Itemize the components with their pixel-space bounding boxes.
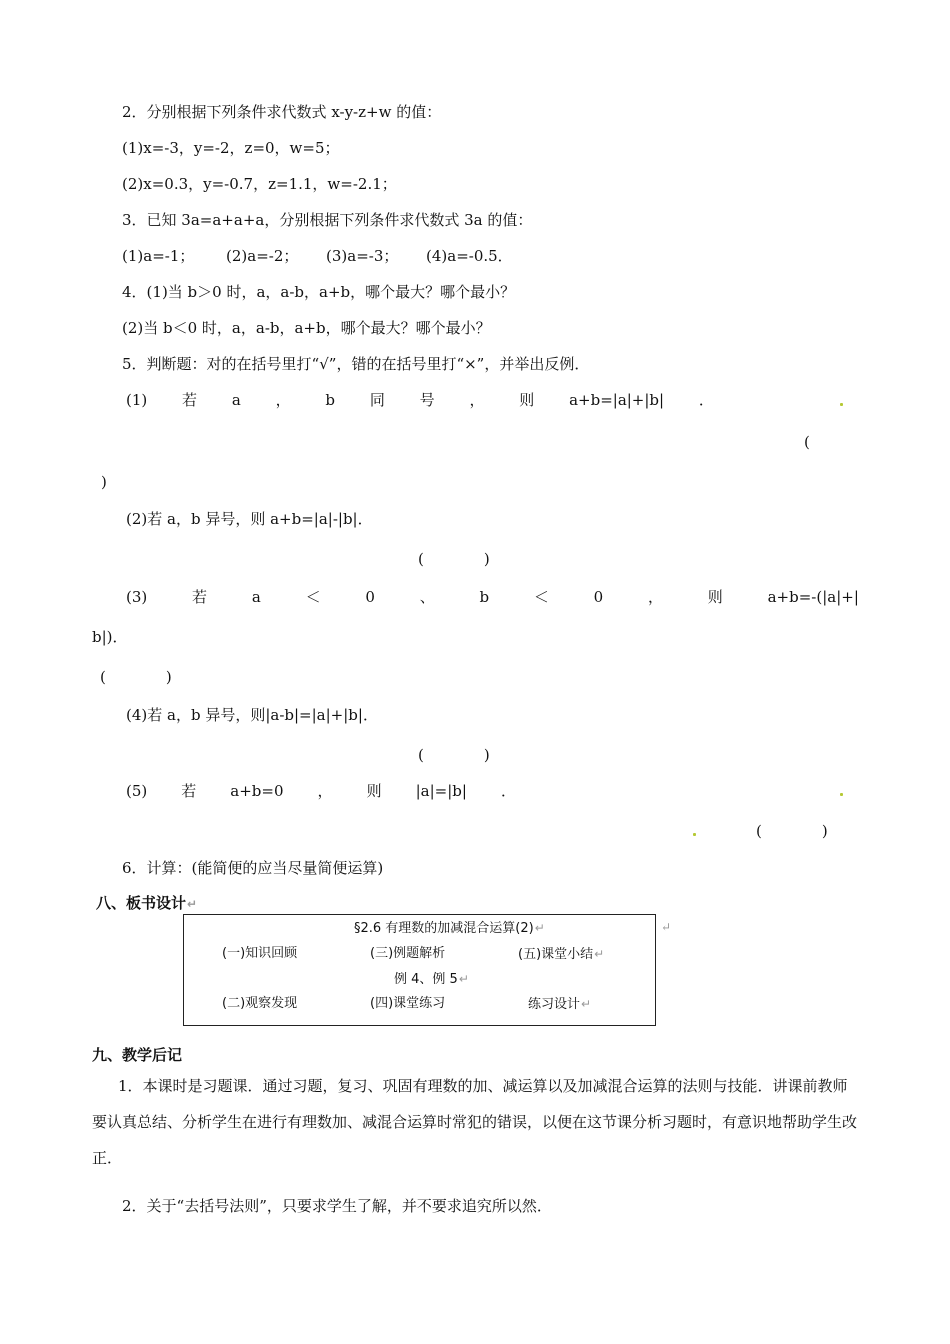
answer-paren-open-1: ( [804,433,810,451]
q5-title: 5．判断题：对的在括号里打“√”，错的在括号里打“×”，并举出反例． [122,355,590,373]
section-8-heading: 八、板书设计↵ [96,894,198,912]
q6-title: 6．计算：(能简便的应当尽量简便运算) [122,859,384,877]
answer-paren-5: ( ) [756,822,828,840]
answer-paren-4: ( ) [418,746,490,764]
paragraph-return-icon: ↵ [458,972,469,986]
q3-case-3: (3)a=-3； [326,247,399,265]
q5-statement-4: (4)若 a，b 异号，则|a-b|=|a|+|b|． [126,706,378,724]
paragraph-return-icon: ↵ [187,897,198,911]
note-paragraph-1: 1．本课时是习题课．通过习题，复习、巩固有理数的加、减运算以及加减混合运算的法则与技能．讲课前教师要认真总结、分析学生在进行有理数加、减混合运算时常犯的错误，以便在这节课分析习题时，有意识地帮助学生改正． [92,1077,858,1167]
q5-statement-3-tail: b|)． [92,628,128,646]
q3-case-4: (4)a=-0.5． [426,247,513,265]
board-cell-observation: (二)观察发现 [222,996,298,1011]
q4-part-2: (2)当 b＜0 时，a，a-b，a+b，哪个最大？哪个最小？ [122,319,491,337]
q2-case-2: (2)x=0.3，y=-0.7，z=1.1，w=-2.1； [122,175,397,193]
q3-case-2: (2)a=-2； [226,247,299,265]
paragraph-return-icon: ↵ [581,997,592,1011]
q3-case-1: (1)a=-1； [122,247,195,265]
paragraph-return-icon: ↵ [661,920,672,934]
note-paragraph-2: 2．关于“去括号法则”，只要求学生了解，并不要求追究所以然． [122,1197,552,1215]
marker-dot [693,833,696,836]
marker-dot [840,793,843,796]
q4-part-1: 4．(1)当 b＞0 时，a，a-b，a+b，哪个最大？哪个最小？ [122,283,516,301]
q5-statement-3: (3) 若 a ＜ 0 、 b ＜ 0 ， 则 a+b=-(|a|+| [126,588,859,606]
board-cell-summary: (五)课堂小结↵ [518,947,605,962]
q2-title: 2．分别根据下列条件求代数式 x-y-z+w 的值： [122,103,442,121]
board-cell-examples: 例 4、例 5↵ [394,972,469,987]
section-9-heading: 九、教学后记 [92,1046,183,1064]
answer-paren-close-1: ) [101,473,107,491]
answer-paren-2: ( ) [418,550,490,568]
marker-dot [840,403,843,406]
board-design-box [183,914,656,1026]
board-title: §2.6 有理数的加减混合运算(2)↵ [354,921,545,936]
q5-statement-2: (2)若 a，b 异号，则 a+b=|a|-|b|． [126,510,373,528]
board-cell-practice: (四)课堂练习 [370,996,446,1011]
q5-statement-1: (1) 若 a ， b 同 号 ， 则 a+b=|a|+|b| ． [126,391,714,409]
answer-paren-3: ( ) [100,668,172,686]
board-cell-example-analysis: (三)例题解析 [370,946,446,961]
paragraph-return-icon: ↵ [534,921,545,935]
board-cell-knowledge-review: (一)知识回顾 [222,946,298,961]
q2-case-1: (1)x=-3，y=-2，z=0，w=5； [122,139,340,157]
q5-statement-5: (5) 若 a+b=0 ， 则 |a|=|b| ． [126,782,516,800]
paragraph-return-icon: ↵ [594,947,605,961]
board-cell-exercise-design: 练习设计↵ [528,997,592,1012]
q3-title: 3．已知 3a=a+a+a，分别根据下列条件求代数式 3a 的值： [122,211,533,229]
